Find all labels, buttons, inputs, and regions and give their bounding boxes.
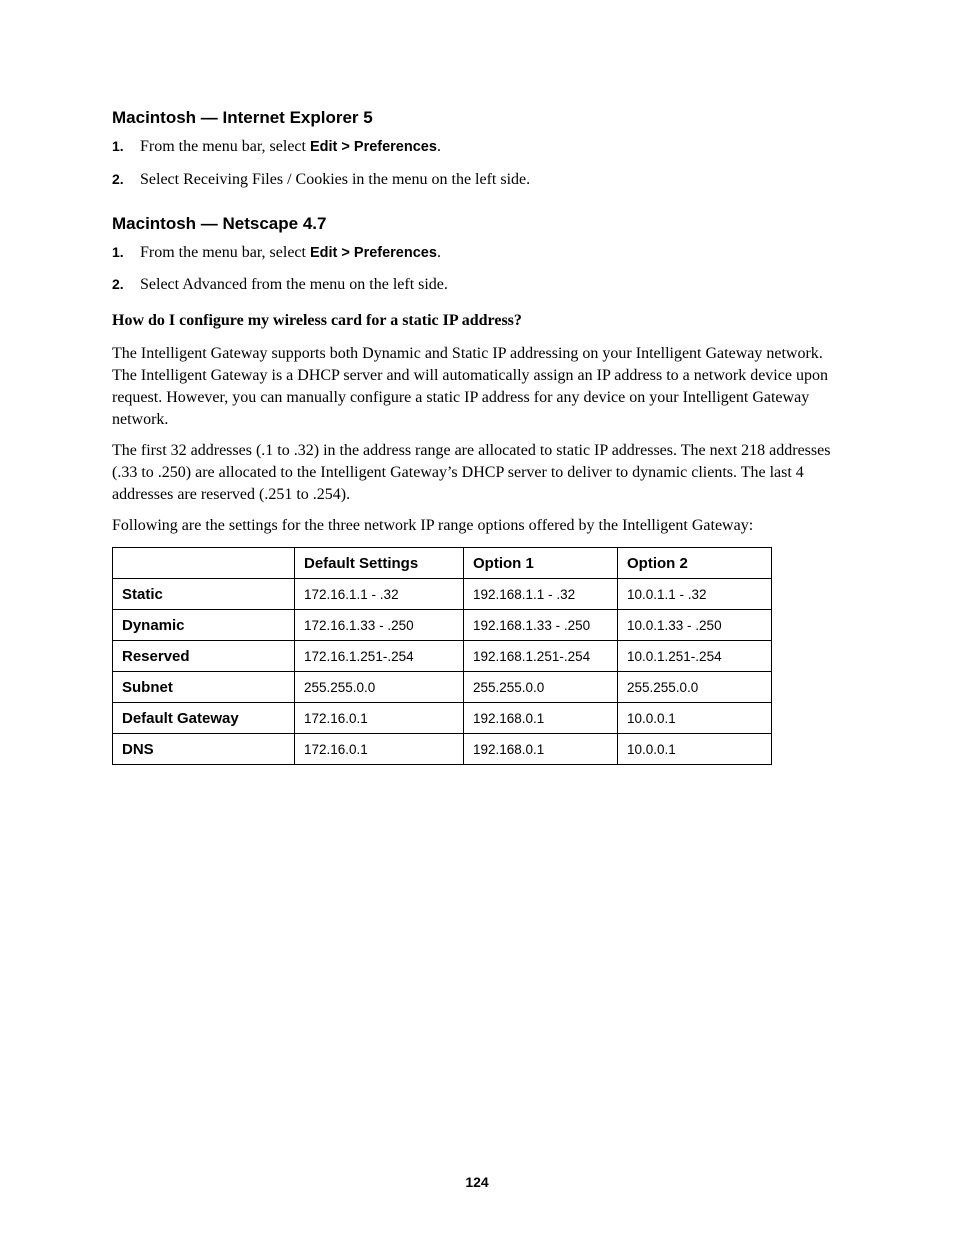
table-row (113, 579, 772, 610)
netscape-step-2 (112, 276, 448, 294)
table-cell: 192.168.0.1 (464, 734, 618, 765)
step-number: 1. (112, 138, 124, 154)
table-cell: 255.255.0.0 (464, 672, 618, 703)
ip-range-table (112, 547, 772, 765)
table-cell: 10.0.0.1 (618, 734, 772, 765)
page-number: 124 (465, 1174, 489, 1190)
table-row (113, 734, 772, 765)
table-row (113, 703, 772, 734)
table-row (113, 610, 772, 641)
table-cell: 255.255.0.0 (295, 672, 464, 703)
row-label: Dynamic (113, 610, 295, 641)
step-number: 2. (112, 171, 124, 187)
step-text: From the menu bar, select (140, 138, 310, 155)
table-cell: 192.168.1.1 - .32 (464, 579, 618, 610)
table-cell: 172.16.1.1 - .32 (295, 579, 464, 610)
table-cell: 192.168.1.251-.254 (464, 641, 618, 672)
table-header-row (113, 548, 772, 579)
step-number: 2. (112, 276, 124, 292)
step-text-end: . (436, 244, 441, 261)
step-text: Select Advanced from the menu on the left side. (140, 276, 448, 293)
table-cell: 172.16.0.1 (295, 734, 464, 765)
step-text: Select Receiving Files / Cookies in the menu on the left side. (140, 171, 531, 188)
netscape-step-1 (112, 244, 441, 262)
table-header-cell (113, 548, 295, 579)
faq-question: How do I configure my wireless card for a static IP address? (112, 312, 522, 329)
row-label: DNS (113, 734, 295, 765)
table-header-cell: Default Settings (295, 548, 464, 579)
table-cell: 10.0.1.251-.254 (618, 641, 772, 672)
step-text-end: . (436, 138, 441, 155)
table-cell: 172.16.0.1 (295, 703, 464, 734)
table-cell: 255.255.0.0 (618, 672, 772, 703)
step-text: From the menu bar, select (140, 244, 310, 261)
table-row (113, 641, 772, 672)
row-label: Default Gateway (113, 703, 295, 734)
step-number: 1. (112, 244, 124, 260)
table-header-cell: Option 2 (618, 548, 772, 579)
ie5-step-1 (112, 138, 441, 156)
section-heading-netscape: Macintosh — Netscape 4.7 (112, 214, 327, 233)
paragraph-allocation: The first 32 addresses (.1 to .32) in the address range are allocated to static IP addresses. The next 218 addresses (.33 to .250) are allocated to the Intelligent Gateway’s DHCP server to deliver to dynamic clients. The last 4 addresses are reserved (.251 to .254). (112, 442, 831, 503)
paragraph-intro: The Intelligent Gateway supports both Dynamic and Static IP addressing on your Intelligent Gateway network. The Intelligent Gateway is a DHCP server and will automatically assign an IP address to a network device upon request. However, you can manually configure a static IP address for any device on your Intelligent Gateway network. (112, 345, 828, 428)
paragraph-table-lead: Following are the settings for the three network IP range options offered by the Intelligent Gateway: (112, 517, 754, 534)
menu-path: Edit > Preferences (309, 245, 437, 261)
row-label: Reserved (113, 641, 295, 672)
table-cell: 10.0.0.1 (618, 703, 772, 734)
row-label: Static (113, 579, 295, 610)
table-cell: 192.168.1.33 - .250 (464, 610, 618, 641)
table-header-cell: Option 1 (464, 548, 618, 579)
row-label: Subnet (113, 672, 295, 703)
table-row (113, 672, 772, 703)
menu-path: Edit > Preferences (309, 139, 437, 155)
table-cell: 192.168.0.1 (464, 703, 618, 734)
ie5-step-2 (112, 171, 530, 189)
table-cell: 172.16.1.33 - .250 (295, 610, 464, 641)
section-heading-ie5: Macintosh — Internet Explorer 5 (112, 108, 373, 127)
table-cell: 172.16.1.251-.254 (295, 641, 464, 672)
table-cell: 10.0.1.1 - .32 (618, 579, 772, 610)
table-cell: 10.0.1.33 - .250 (618, 610, 772, 641)
